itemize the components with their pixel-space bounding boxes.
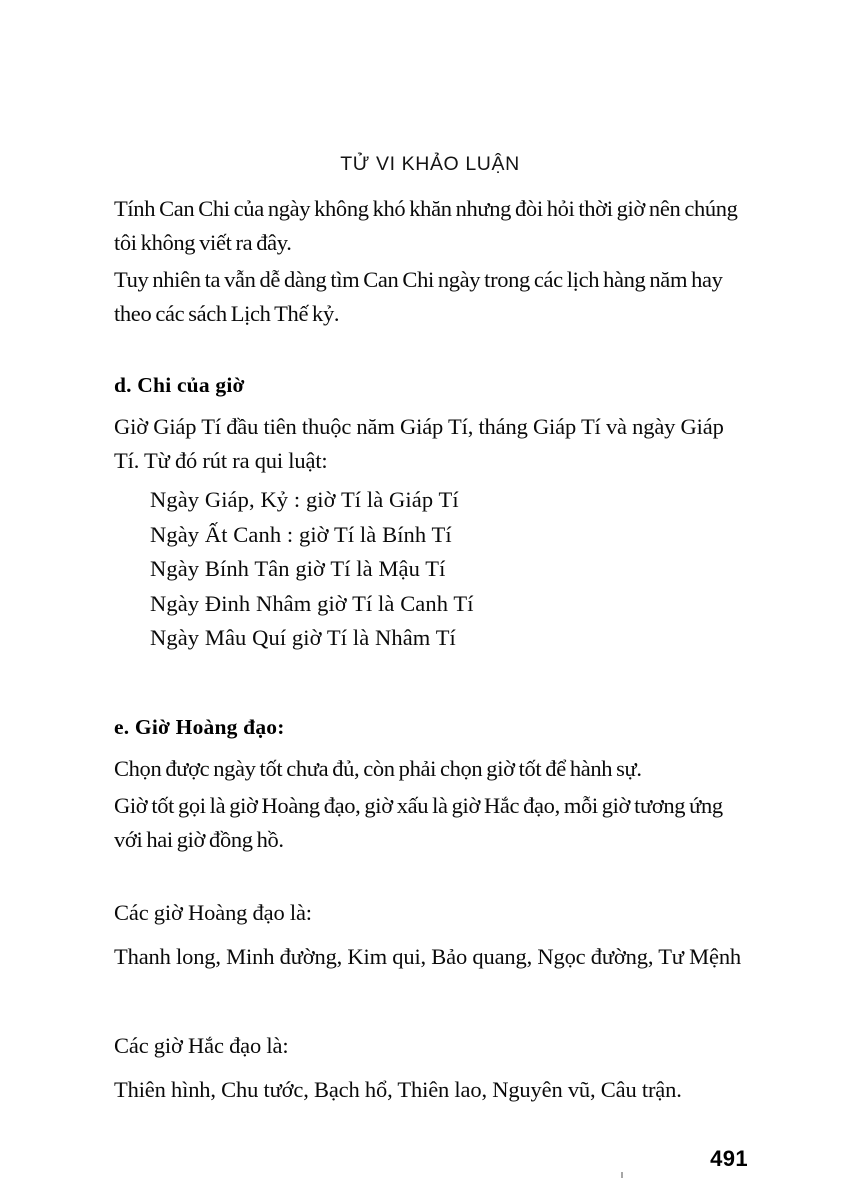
list-item: Ngày Ất Canh : giờ Tí là Bính Tí xyxy=(150,521,452,547)
spacer xyxy=(114,856,748,896)
hac-dao-label: Các giờ Hắc đạo là: xyxy=(114,1033,289,1058)
paragraph-1: Tính Can Chi của ngày không khó khăn nhưng đòi hỏi thời giờ nên chúng tôi không viết ra đây. xyxy=(114,196,738,255)
spacer xyxy=(114,330,748,370)
spacer xyxy=(114,930,748,940)
hoang-dao-list: Thanh long, Minh đường, Kim qui, Bảo quang, Ngọc đường, Tư Mệnh xyxy=(114,943,742,969)
page-number: 491 xyxy=(710,1146,748,1171)
spacer xyxy=(114,742,748,752)
scan-artifact-speck xyxy=(621,1172,623,1178)
section-d-intro: Giờ Giáp Tí đầu tiên thuộc năm Giáp Tí, tháng Giáp Tí và ngày Giáp Tí. Từ đó rút ra qui luật: xyxy=(114,414,724,473)
list-item: Ngày Đinh Nhâm giờ Tí là Canh Tí xyxy=(150,590,474,616)
spacer xyxy=(114,400,748,410)
section-e-paragraph-1: Chọn được ngày tốt chưa đủ, còn phải chọn giờ tốt để hành sự. xyxy=(114,755,642,781)
chi-gio-rule-list xyxy=(114,483,748,656)
running-head: TỬ VI KHẢO LUẬN xyxy=(340,153,520,175)
hac-dao-list: Thiên hình, Chu tước, Bạch hổ, Thiên lao, Nguyên vũ, Câu trận. xyxy=(114,1076,682,1102)
heading-section-e: e. Giờ Hoàng đạo: xyxy=(114,714,285,739)
hoang-dao-label: Các giờ Hoàng đạo là: xyxy=(114,900,312,925)
section-e-paragraph-2: Giờ tốt gọi là giờ Hoàng đạo, giờ xấu là giờ Hắc đạo, mỗi giờ tương ứng với hai giờ đồng hồ. xyxy=(114,793,723,852)
list-item: Ngày Giáp, Kỷ : giờ Tí là Giáp Tí xyxy=(150,487,459,512)
paragraph-2: Tuy nhiên ta vẫn dễ dàng tìm Can Chi ngày trong các lịch hàng năm hay theo các sách Lịch Thế kỷ. xyxy=(114,267,723,326)
text-column xyxy=(114,192,748,1106)
spacer xyxy=(114,656,748,712)
list-item: Ngày Bính Tân giờ Tí là Mậu Tí xyxy=(150,556,446,581)
spacer xyxy=(114,973,748,1029)
list-item: Ngày Mâu Quí giờ Tí là Nhâm Tí xyxy=(150,625,456,650)
heading-section-d: d. Chi của giờ xyxy=(114,373,245,397)
spacer xyxy=(114,1063,748,1073)
